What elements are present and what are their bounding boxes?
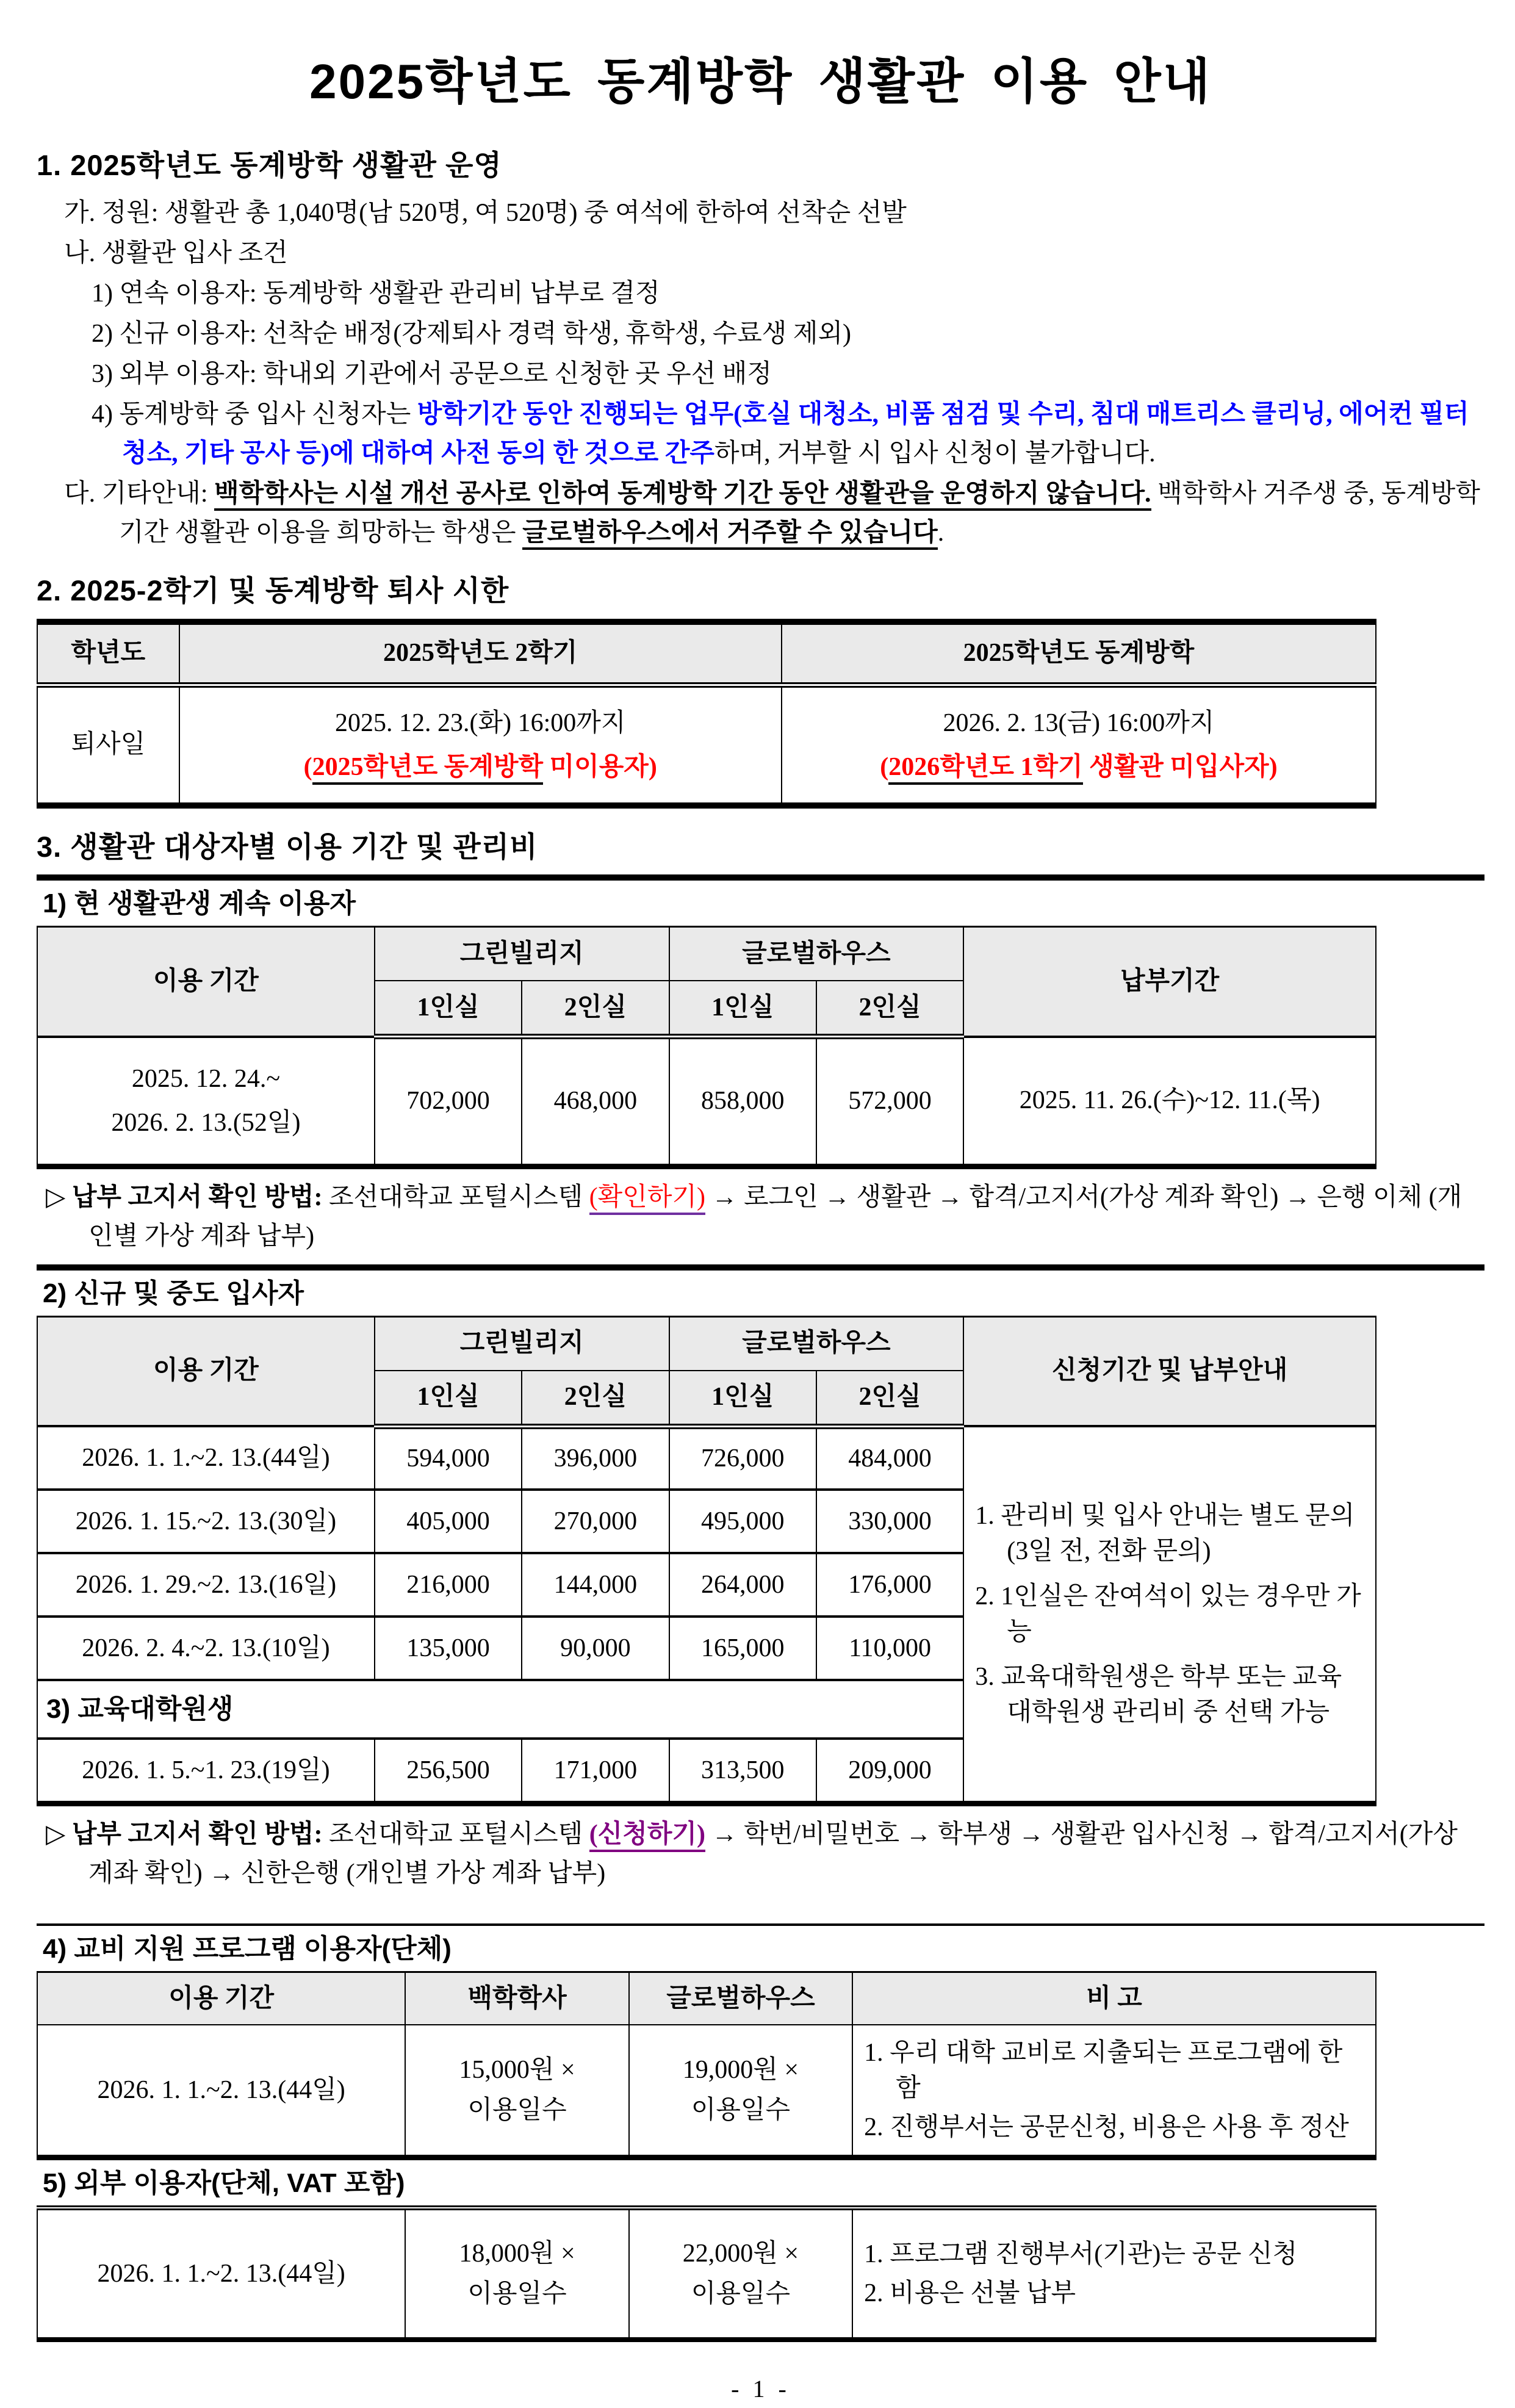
header-apply: 신청기간 및 납부안내 — [963, 1316, 1376, 1426]
program-users-table — [37, 1971, 1376, 2160]
header-single: 1인실 — [375, 1371, 522, 1427]
section1-sub4 — [37, 395, 1484, 473]
note-item: 1. 관리비 및 입사 안내는 별도 문의 (3일 전, 전화 문의) — [975, 1502, 1355, 1566]
header-double: 2인실 — [522, 1371, 669, 1427]
triangle-bullet-icon: ▷ — [46, 1183, 72, 1211]
section1-item-ga: 가. 정원: 생활관 총 1,040명(남 520명, 여 520명) 중 여석에 한하여 선착순 선발 — [64, 198, 907, 227]
leave-deadline-table — [37, 619, 1376, 809]
header-global-house: 글로벌하우스 — [669, 927, 964, 981]
price-cell: 135,000 — [375, 1617, 522, 1680]
period-cell: 2026. 1. 15.~2. 13.(30일) — [37, 1490, 375, 1553]
section1-sub1: 1) 연속 이용자: 동계방학 생활관 관리비 납부로 결정 — [92, 279, 660, 308]
period-cell: 2026. 1. 1.~2. 13.(44일) — [37, 2208, 405, 2340]
header-baekhak: 백학학사 — [405, 1972, 628, 2025]
page-number: - 1 - — [731, 2375, 790, 2403]
new-entrants-label: 2) 신규 및 중도 입사자 — [43, 1278, 304, 1308]
da-label: 다. 기타안내: — [64, 479, 215, 508]
price-cell: 144,000 — [522, 1553, 669, 1617]
header-global-house: 글로벌하우스 — [669, 1316, 964, 1371]
payment-period-cell: 2025. 11. 26.(수)~12. 11.(목) — [963, 1037, 1376, 1167]
note-item: 2. 1인실은 잔여석이 있는 경우만 가능 — [975, 1582, 1361, 1646]
header-payment: 납부기간 — [963, 927, 1376, 1037]
current-residents-block — [37, 874, 1484, 1262]
price-cell: 171,000 — [522, 1739, 669, 1804]
global-rate-cell — [629, 2025, 852, 2158]
price-cell: 270,000 — [522, 1490, 669, 1553]
table-header-row — [37, 622, 1376, 685]
note-item: 3. 교육대학원생은 학부 또는 교육대학원생 관리비 중 선택 가능 — [975, 1663, 1342, 1727]
section1-sub2: 2) 신규 이용자: 선착순 배정(강제퇴사 경력 학생, 휴학생, 수료생 제외) — [92, 319, 852, 348]
price-cell: 594,000 — [375, 1426, 522, 1490]
price-cell: 858,000 — [669, 1037, 816, 1167]
rate-unit: 이용일수 — [467, 2096, 567, 2125]
rate: 18,000원 × — [459, 2240, 575, 2268]
apply-link[interactable]: (신청하기) — [589, 1820, 705, 1852]
header-period: 이용 기간 — [37, 1972, 405, 2025]
section1-sub3: 3) 외부 이용자: 학내외 기관에서 공문으로 신청한 곳 우선 배정 — [92, 359, 772, 388]
note-bold-label: 납부 고지서 확인 방법: — [71, 1183, 323, 1211]
note-open: ( — [880, 752, 889, 781]
da-end: . — [937, 518, 945, 547]
table-header-row — [37, 1316, 1376, 1371]
table-row — [37, 1426, 1376, 1490]
period-cell: 2026. 2. 4.~2. 13.(10일) — [37, 1617, 375, 1680]
baekhak-rate-cell — [405, 2208, 628, 2340]
price-cell: 702,000 — [375, 1037, 522, 1167]
price-cell: 484,000 — [816, 1426, 963, 1490]
price-cell: 572,000 — [816, 1037, 963, 1167]
rate-unit: 이용일수 — [691, 2280, 791, 2309]
triangle-bullet-icon: ▷ — [46, 1820, 72, 1849]
section1-heading: 1. 2025학년도 동계방학 생활관 운영 — [37, 149, 502, 181]
payment-check-note — [37, 1169, 1484, 1262]
rate: 15,000원 × — [459, 2056, 575, 2085]
rate-unit: 이용일수 — [467, 2280, 567, 2309]
sub4-prefix: 4) 동계방학 중 입사 신청자는 — [92, 400, 417, 428]
vacation-deadline: 2026. 2. 13(금) 16:00까지 — [943, 708, 1215, 737]
header-year: 학년도 — [37, 622, 179, 685]
current-residents-label: 1) 현 생활관생 계속 이용자 — [43, 889, 356, 919]
table-header-row — [37, 927, 1376, 981]
table-row — [37, 685, 1376, 806]
header-semester: 2025학년도 2학기 — [179, 622, 782, 685]
semester-note-underlined: 2025학년도 동계방학 — [312, 753, 544, 785]
header-green-villa: 그린빌리지 — [375, 927, 669, 981]
header-remark: 비 고 — [852, 1972, 1376, 2025]
period-line1: 2025. 12. 24.~ — [131, 1064, 281, 1093]
price-cell: 209,000 — [816, 1739, 963, 1804]
note-bold-label: 납부 고지서 확인 방법: — [71, 1820, 323, 1849]
price-cell: 256,500 — [375, 1739, 522, 1804]
note-post: → 학번/비밀번호 → 학부생 → 생활관 입사신청 → 합격/고지서(가상 계좌 확인) → 신한은행 (개인별 가상 계좌 납부) — [88, 1820, 1458, 1888]
section1-item-na: 나. 생활관 입사 조건 — [64, 239, 288, 267]
note-open: ( — [303, 752, 312, 781]
section3-heading: 3. 생활관 대상자별 이용 기간 및 관리비 — [37, 830, 538, 863]
program-users-label: 4) 교비 지원 프로그램 이용자(단체) — [43, 1934, 452, 1964]
sub4-suffix: 하며, 거부할 시 입사 신청이 불가합니다. — [714, 439, 1156, 467]
page-title: 2025학년도 동계방학 생활관 이용 안내 — [309, 54, 1212, 109]
table-row — [37, 1037, 1376, 1167]
header-single: 1인실 — [375, 981, 522, 1037]
note-pre: 조선대학교 포털시스템 — [322, 1820, 589, 1849]
row-label: 퇴사일 — [37, 685, 179, 806]
external-users-table — [37, 2205, 1376, 2342]
table-row — [37, 2208, 1376, 2340]
note-pre: 조선대학교 포털시스템 — [322, 1183, 589, 1211]
note-item: 2. 비용은 선불 납부 — [864, 2279, 1076, 2308]
external-users-label: 5) 외부 이용자(단체, VAT 포함) — [43, 2168, 405, 2199]
rate-unit: 이용일수 — [691, 2096, 791, 2125]
semester-note-rest: 미이용자) — [543, 752, 657, 781]
vacation-note-underlined: 2026학년도 1학기 — [888, 753, 1082, 785]
vacation-note — [787, 745, 1370, 789]
table-row — [37, 2025, 1376, 2158]
note-item: 2. 진행부서는 공문신청, 비용은 사용 후 정산 — [864, 2113, 1349, 2142]
header-single: 1인실 — [669, 1371, 816, 1427]
price-cell: 165,000 — [669, 1617, 816, 1680]
application-notes-cell — [963, 1426, 1376, 1804]
header-period: 이용 기간 — [37, 1316, 375, 1426]
check-link[interactable]: (확인하기) — [589, 1183, 705, 1215]
period-cell: 2026. 1. 1.~2. 13.(44일) — [37, 2025, 405, 2158]
note-item: 1. 프로그램 진행부서(기관)는 공문 신청 — [864, 2240, 1298, 2269]
period-cell: 2026. 1. 29.~2. 13.(16일) — [37, 1553, 375, 1617]
semester-deadline: 2025. 12. 23.(화) 16:00까지 — [335, 708, 626, 737]
price-cell: 313,500 — [669, 1739, 816, 1804]
price-cell: 176,000 — [816, 1553, 963, 1617]
header-global-house: 글로벌하우스 — [629, 1972, 852, 2025]
header-period: 이용 기간 — [37, 927, 375, 1037]
da-underline-1: 백학학사는 시설 개선 공사로 인하여 동계방학 기간 동안 생활관을 운영하지 않습니다. — [214, 480, 1151, 511]
price-cell: 726,000 — [669, 1426, 816, 1490]
price-cell: 405,000 — [375, 1490, 522, 1553]
period-cell — [37, 1037, 375, 1167]
price-cell: 495,000 — [669, 1490, 816, 1553]
price-cell: 264,000 — [669, 1553, 816, 1617]
section1-item-da — [37, 474, 1484, 552]
grad-students-label: 3) 교육대학원생 — [37, 1680, 963, 1739]
semester-note — [185, 745, 776, 789]
rate: 19,000원 × — [682, 2056, 799, 2085]
header-green-villa: 그린빌리지 — [375, 1316, 669, 1371]
new-entrants-block — [37, 1264, 1484, 1900]
global-rate-cell — [629, 2208, 852, 2340]
price-cell: 330,000 — [816, 1490, 963, 1553]
header-double: 2인실 — [816, 981, 963, 1037]
header-double: 2인실 — [816, 1371, 963, 1427]
note-item: 1. 우리 대학 교비로 지출되는 프로그램에 한함 — [864, 2039, 1343, 2103]
header-vacation: 2025학년도 동계방학 — [782, 622, 1376, 685]
baekhak-rate-cell — [405, 2025, 628, 2158]
price-cell: 216,000 — [375, 1553, 522, 1617]
price-cell: 396,000 — [522, 1426, 669, 1490]
vacation-cell — [782, 685, 1376, 806]
period-cell: 2026. 1. 1.~2. 13.(44일) — [37, 1426, 375, 1490]
da-middle: 백학학사 거주생 중, 동계방학 기간 생활관 이용을 희망하는 학생은 — [119, 479, 1480, 547]
table-header-row — [37, 1972, 1376, 2025]
payment-apply-note — [37, 1806, 1484, 1899]
sub4-highlight: 방학기간 동안 진행되는 업무(호실 대청소, 비품 점검 및 수리, 침대 매트리스 클리닝, 에어컨 필터 청소, 기타 공사 등)에 대하여 사전 동의 한 것으로 간주 — [122, 400, 1469, 467]
semester-cell — [179, 685, 782, 806]
new-entrants-table — [37, 1316, 1376, 1807]
remark-cell — [852, 2208, 1376, 2340]
da-underline-2: 글로벌하우스에서 거주할 수 있습니다 — [522, 519, 938, 550]
remark-cell — [852, 2025, 1376, 2158]
vacation-note-rest: 생활관 미입사자) — [1082, 752, 1278, 781]
note-post: → 로그인 → 생활관 → 합격/고지서(가상 계좌 확인) → 은행 이체 (개인별 가상 계좌 납부) — [88, 1183, 1463, 1250]
program-external-block — [37, 1923, 1484, 2342]
period-line2: 2026. 2. 13.(52일) — [111, 1108, 301, 1137]
price-cell: 110,000 — [816, 1617, 963, 1680]
header-double: 2인실 — [522, 981, 669, 1037]
section2-heading: 2. 2025-2학기 및 동계방학 퇴사 시한 — [37, 574, 509, 607]
rate: 22,000원 × — [682, 2240, 799, 2268]
price-cell: 90,000 — [522, 1617, 669, 1680]
current-residents-table — [37, 926, 1376, 1169]
price-cell: 468,000 — [522, 1037, 669, 1167]
period-cell: 2026. 1. 5.~1. 23.(19일) — [37, 1739, 375, 1804]
header-single: 1인실 — [669, 981, 816, 1037]
